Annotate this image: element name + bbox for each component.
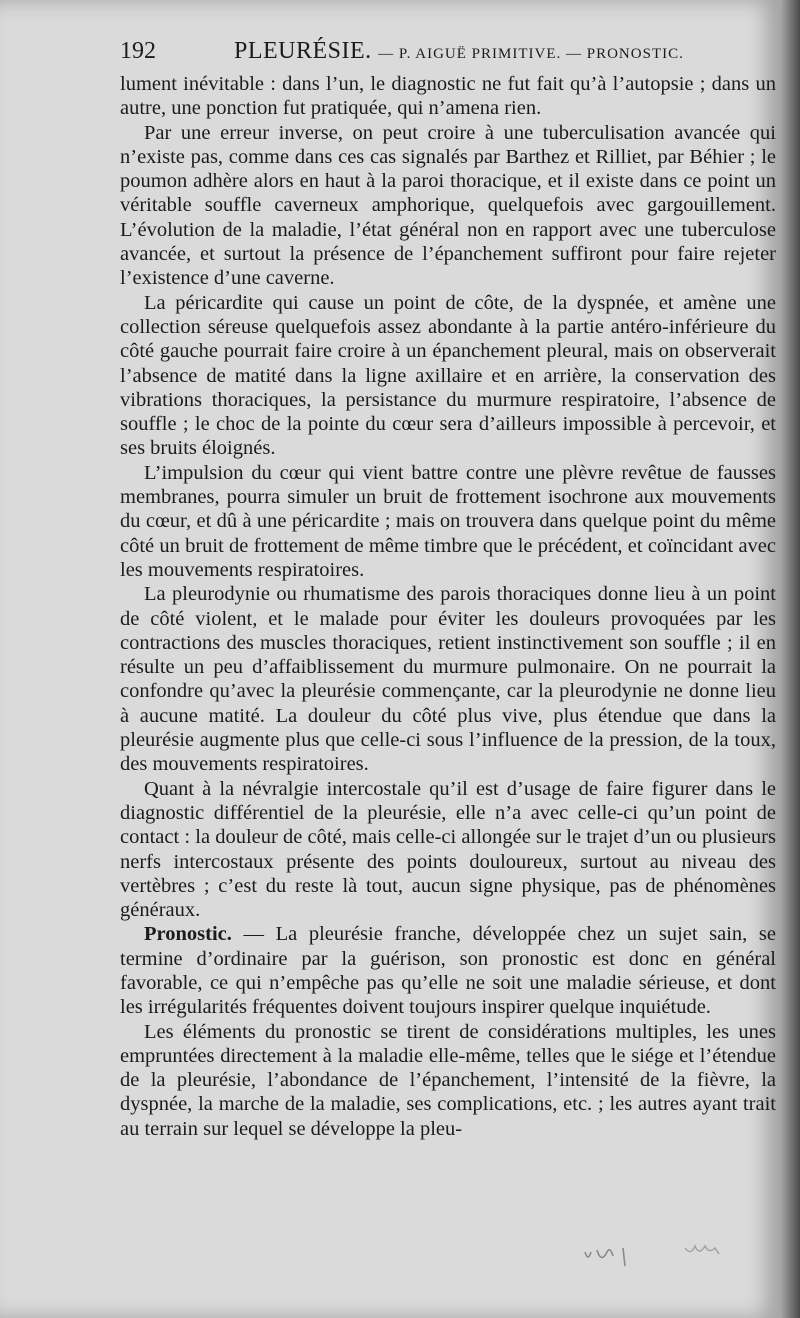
pencil-scribble-icon — [575, 1238, 755, 1278]
running-title — [234, 38, 684, 65]
paragraph: L’impulsion du cœur qui vient battre contre une plèvre revêtue de fausses membranes, pourra simuler un bruit de frottement isochrone aux mouvements du cœur, et dû à une péricardite ; mais on trouvera dans quelque point du même côté un bruit de frottement de même timbre que le précédent, et coïncidant avec les mouvements respiratoires. — [120, 461, 776, 581]
body-text — [120, 72, 776, 1141]
paragraph: lument inévitable : dans l’un, le diagnostic ne fut fait qu’à l’autopsie ; dans un autre, une ponction fut pratiquée, qui n’amena rien. — [120, 73, 776, 120]
paragraph: Les éléments du pronostic se tirent de considérations multiples, les unes empruntées directement à la maladie elle-même, telles que le siége et l’étendue de la pleurésie, l’abondance de l’épanchement, l’intensité de la fièvre, la dyspnée, la marche de la maladie, ses complications, etc. ; les autres ayant trait au terrain sur lequel se développe la pleu- — [120, 1020, 776, 1140]
pronostic-heading: Pronostic. — [144, 923, 232, 946]
page-edge — [780, 0, 800, 1318]
pronostic-paragraph — [120, 922, 776, 1019]
paragraph: La péricardite qui cause un point de côte, de la dyspnée, et amène une collection séreuse quelquefois assez abondante à la partie antéro-inférieure du côté gauche pourrait faire croire à un épanchement pleural, mais on observerait l’absence de matité dans la ligne axillaire et en arrière, la conservation des vibrations thoraciques, la persistance du murmure respiratoire, l’absence de souffle ; le choc de la pointe du cœur sera d’ailleurs impossible à percevoir, et ses bruits éloignés. — [120, 291, 776, 460]
running-title-sub: — P. AIGUË PRIMITIVE. — PRONOSTIC. — [378, 46, 684, 62]
running-header — [120, 38, 780, 68]
paragraph: La pleurodynie ou rhumatisme des parois thoraciques donne lieu à un point de côté violent, et le malade pour éviter les douleurs provoquées par les contractions des muscles thoraciques, retient instinctivement son souffle ; il en résulte un peu d’affaiblissement du murmure pulmonaire. On ne pourrait la confondre qu’avec la pleurésie commençante, car la pleurodynie ne donne lieu à aucune matité. La douleur du côté plus vive, plus étendue que dans la pleurésie augmente plus que celle-ci sous l’influence de la pression, de la toux, des mouvements respiratoires. — [120, 583, 776, 776]
pronostic-text: — La pleurésie franche, développée chez un sujet sain, se termine d’ordinaire par la guérison, son pronostic est donc en général favorable, ce qui n’empêche pas qu’elle ne soit une maladie sérieuse, et dont les irrégularités fréquentes doivent toujours inspirer quelque inquiétude. — [120, 923, 776, 1019]
paragraph: Quant à la névralgie intercostale qu’il est d’usage de faire figurer dans le diagnostic différentiel de la pleurésie, elle n’a avec celle-ci qu’un point de contact : la douleur de côté, mais celle-ci allongée sur le trajet d’un ou plusieurs nerfs intercostaux présente des points douloureux, surtout au niveau des vertèbres ; c’est du reste là tout, aucun signe physique, pas de phénomènes généraux. — [120, 777, 776, 922]
page-number: 192 — [120, 38, 156, 64]
running-title-main: PLEURÉSIE. — [234, 38, 372, 64]
paragraph: Par une erreur inverse, on peut croire à une tuberculisation avancée qui n’existe pas, comme dans ces cas signalés par Barthez et Rilliet, par Béhier ; le poumon adhère alors en haut à la paroi thoracique, et il existe dans ce point un véritable souffle caverneux amphorique, quelquefois avec gargouillement. L’évolution de la maladie, l’état général non en rapport avec une tuberculose avancée, et surtout la présence de l’épanchement suffiront pour faire rejeter l’existence d’une caverne. — [120, 121, 776, 290]
